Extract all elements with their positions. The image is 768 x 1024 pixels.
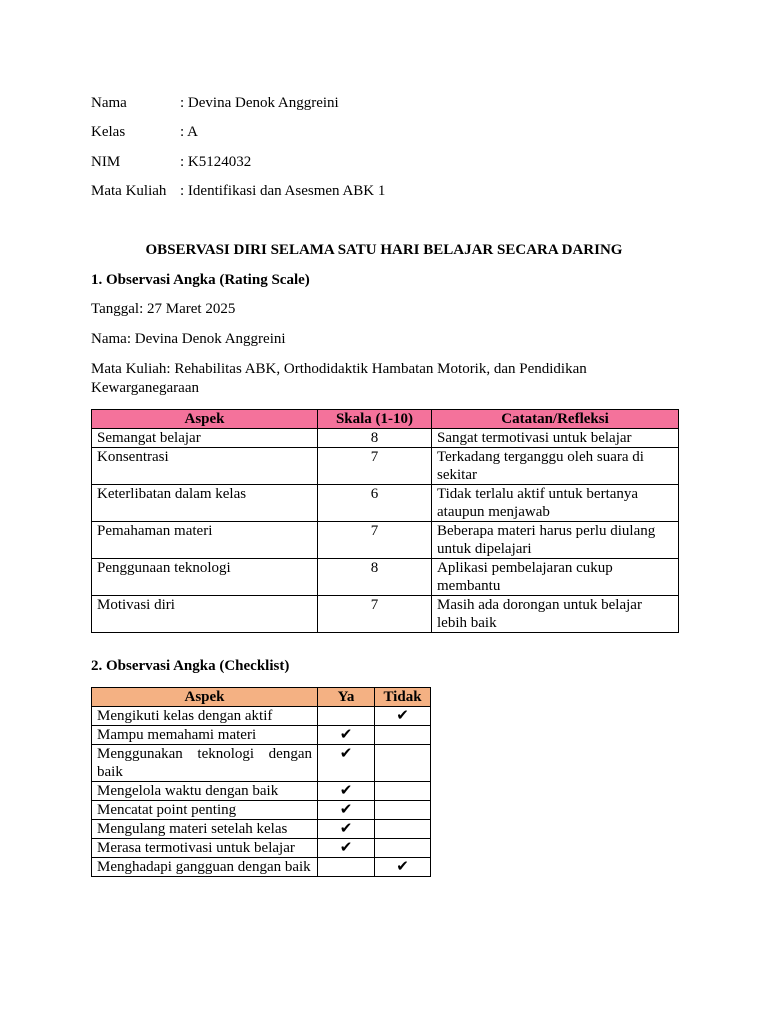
catatan-cell: Masih ada dorongan untuk belajar lebih baik (432, 596, 679, 633)
table-row (92, 858, 431, 877)
aspek-cell: Merasa termotivasi untuk belajar (92, 839, 318, 858)
tidak-check-cell (375, 745, 431, 782)
aspek-cell: Mampu memahami materi (92, 726, 318, 745)
aspek-cell: Menghadapi gangguan dengan baik (92, 858, 318, 877)
info-value: : Devina Denok Anggreini (180, 95, 339, 111)
table-row (92, 448, 679, 485)
table-header-row (92, 410, 679, 429)
column-header-catatan: Catatan/Refleksi (432, 410, 679, 429)
table-row (92, 820, 431, 839)
tidak-check-cell (375, 839, 431, 858)
table-row (92, 726, 431, 745)
aspek-cell: Motivasi diri (92, 596, 318, 633)
info-value: : K5124032 (180, 154, 252, 170)
table-row (92, 559, 679, 596)
table-row (92, 782, 431, 801)
catatan-cell: Aplikasi pembelajaran cukup membantu (432, 559, 679, 596)
table-header-row (92, 688, 431, 707)
table-row (92, 596, 679, 633)
skala-cell: 7 (318, 522, 432, 559)
aspek-cell: Keterlibatan dalam kelas (92, 485, 318, 522)
table-row (92, 522, 679, 559)
column-header-aspek: Aspek (92, 410, 318, 429)
section-2-title: 2. Observasi Angka (Checklist) (91, 658, 290, 674)
tidak-check-cell (375, 782, 431, 801)
info-value: : Identifikasi dan Asesmen ABK 1 (180, 183, 386, 199)
catatan-cell: Beberapa materi harus perlu diulang untuk dipelajari (432, 522, 679, 559)
checklist-table (91, 687, 431, 877)
aspek-cell: Semangat belajar (92, 429, 318, 448)
aspek-cell: Pemahaman materi (92, 522, 318, 559)
column-header-tidak: Tidak (375, 688, 431, 707)
section-1-name: Nama: Devina Denok Anggreini (91, 331, 286, 347)
info-value: : A (180, 124, 198, 140)
ya-check-cell: ✔ (318, 726, 375, 745)
aspek-cell: Konsentrasi (92, 448, 318, 485)
tidak-check-cell (375, 820, 431, 839)
aspek-cell: Mencatat point penting (92, 801, 318, 820)
column-header-ya: Ya (318, 688, 375, 707)
table-row (92, 429, 679, 448)
table-row (92, 745, 431, 782)
info-label: Kelas (91, 124, 126, 140)
aspek-cell: Mengulang materi setelah kelas (92, 820, 318, 839)
aspek-cell: Mengelola waktu dengan baik (92, 782, 318, 801)
catatan-cell: Sangat termotivasi untuk belajar (432, 429, 679, 448)
tidak-check-cell: ✔ (375, 858, 431, 877)
table-row (92, 485, 679, 522)
ya-check-cell: ✔ (318, 801, 375, 820)
tidak-check-cell (375, 726, 431, 745)
info-label: Mata Kuliah (91, 183, 167, 199)
info-label: Nama (91, 95, 127, 111)
table-row (92, 839, 431, 858)
catatan-cell: Terkadang terganggu oleh suara di sekitar (432, 448, 679, 485)
skala-cell: 7 (318, 448, 432, 485)
skala-cell: 8 (318, 559, 432, 596)
catatan-cell: Tidak terlalu aktif untuk bertanya ataupun menjawab (432, 485, 679, 522)
info-label: NIM (91, 154, 121, 170)
column-header-skala: Skala (1-10) (318, 410, 432, 429)
tidak-check-cell (375, 801, 431, 820)
table-row (92, 801, 431, 820)
skala-cell: 8 (318, 429, 432, 448)
ya-check-cell (318, 858, 375, 877)
skala-cell: 6 (318, 485, 432, 522)
tidak-check-cell: ✔ (375, 707, 431, 726)
section-1-title: 1. Observasi Angka (Rating Scale) (91, 272, 310, 288)
ya-check-cell: ✔ (318, 745, 375, 782)
rating-scale-table (91, 409, 679, 633)
ya-check-cell (318, 707, 375, 726)
document-title: OBSERVASI DIRI SELAMA SATU HARI BELAJAR SECARA DARING (145, 242, 623, 258)
ya-check-cell: ✔ (318, 782, 375, 801)
aspek-cell: Penggunaan teknologi (92, 559, 318, 596)
skala-cell: 7 (318, 596, 432, 633)
ya-check-cell: ✔ (318, 839, 375, 858)
section-1-course: Mata Kuliah: Rehabilitas ABK, Orthodidaktik Hambatan Motorik, dan Pendidikan Kewarganegaraan (91, 361, 587, 396)
table-row (92, 707, 431, 726)
section-1-date: Tanggal: 27 Maret 2025 (91, 301, 236, 317)
aspek-cell: Mengikuti kelas dengan aktif (92, 707, 318, 726)
aspek-cell: Menggunakan teknologi dengan baik (92, 745, 318, 782)
ya-check-cell: ✔ (318, 820, 375, 839)
column-header-aspek: Aspek (92, 688, 318, 707)
